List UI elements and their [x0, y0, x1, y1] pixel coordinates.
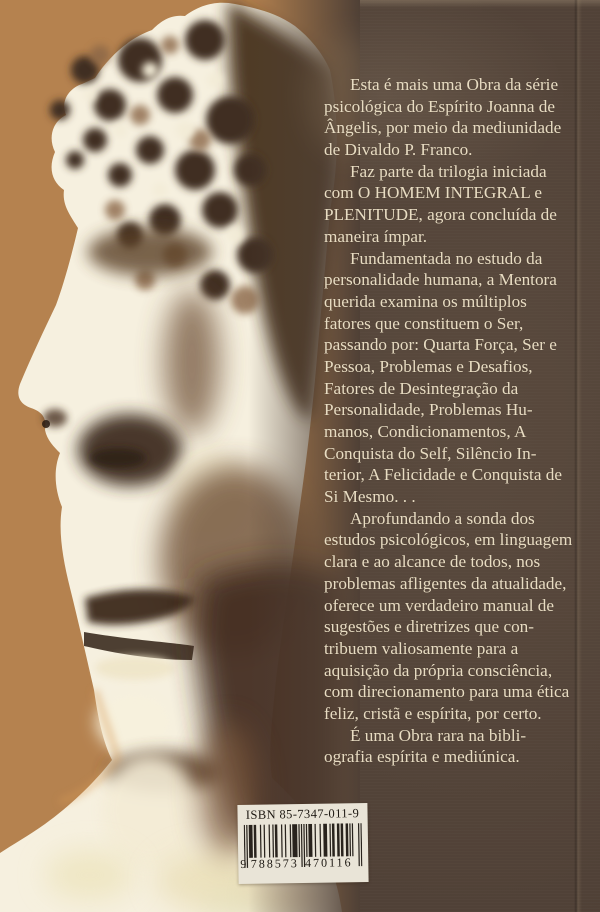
blurb-line: PLENITUDE, agora concluída de — [324, 205, 557, 225]
barcode-digits-right: 470116 — [304, 855, 353, 870]
blurb-line: Conquista do Self, Silêncio In- — [324, 443, 537, 463]
back-cover-blurb — [324, 74, 583, 768]
blurb-line: Esta é mais uma Obra da série — [350, 75, 559, 94]
blurb-line: Fundamentada no estudo da — [350, 248, 543, 268]
blurb-line: oferece um verdadeiro manual de — [324, 595, 555, 615]
blurb-line: Ângelis, por meio da mediunidade — [324, 118, 562, 138]
blurb-line: tribuem valiosamente para a — [324, 638, 519, 658]
blurb-line: Pessoa, Problemas e Desafios, — [324, 356, 533, 376]
isbn-barcode-block — [237, 803, 368, 884]
temple-shadow — [164, 290, 220, 434]
barcode-digits — [238, 855, 368, 873]
blurb-line: com direcionamento para uma ética — [324, 682, 570, 702]
blurb-line: problemas afligentes da atualidade, — [324, 573, 567, 593]
hairline-shadow — [88, 228, 212, 276]
blurb-line: de Divaldo P. Franco. — [324, 140, 473, 160]
blurb-line: É uma Obra rara na bibli- — [350, 725, 527, 745]
blurb-line: psicológica do Espírito Joanna de — [324, 96, 556, 116]
blurb-line: manos, Condicionamentos, A — [324, 422, 527, 441]
nostril-shadow — [42, 420, 50, 428]
blurb-line: terior, A Felicidade e Conquista de — [324, 465, 562, 485]
blurb-line: ografia espírita e mediúnica. — [324, 747, 520, 767]
blurb-line: maneira ímpar. — [324, 226, 428, 246]
blurb-line: clara e ao alcance de todos, nos — [324, 552, 541, 572]
blurb-line: Personalidade, Problemas Hu- — [324, 400, 533, 420]
blurb-line: Faz parte da trilogia iniciada — [350, 161, 547, 181]
blurb-line: estudos psicológicos, em linguagem — [324, 530, 573, 550]
isbn-label: ISBN 85-7347-011-9 — [245, 806, 360, 822]
barcode-digits-left: 788573 — [250, 856, 299, 871]
blurb-line: querida examina os múltiplos — [324, 291, 527, 311]
blurb-line: Fatores de Desintegração da — [324, 378, 519, 398]
blurb-line: fatores que constituem o Ser, — [324, 313, 524, 333]
blurb-line: aquisição da própria consciência, — [324, 660, 553, 680]
lower-lip-highlight — [95, 656, 175, 680]
blurb-line: sugestões e diretrizes que con- — [324, 617, 534, 637]
blurb-line: passando por: Quarta Força, Ser e — [324, 335, 557, 355]
barcode-digit-lead: 9 — [240, 856, 247, 871]
eye-slit-shadow — [90, 448, 146, 468]
blurb-line: Aprofundando a sonda dos — [350, 508, 535, 528]
blurb-line: personalidade humana, a Mentora — [324, 270, 557, 290]
blurb-line: Si Mesmo. . . — [324, 487, 416, 507]
blurb-line: com O HOMEM INTEGRAL e — [324, 183, 542, 203]
blurb-line: feliz, cristã e espírita, por certo. — [324, 703, 542, 723]
neck-highlight — [102, 755, 198, 865]
